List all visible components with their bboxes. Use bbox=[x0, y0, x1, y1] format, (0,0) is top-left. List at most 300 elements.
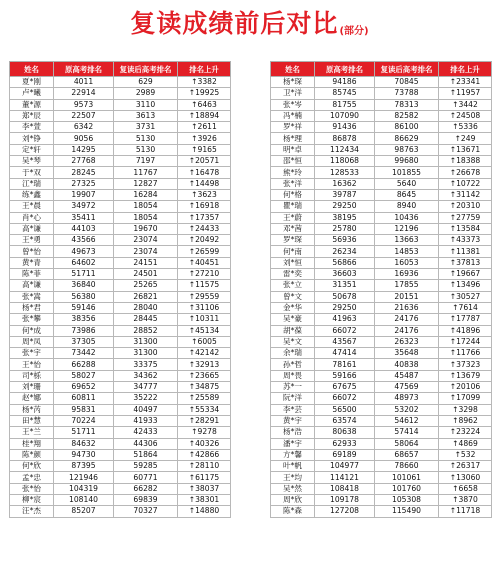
cell-new-rank: 48973 bbox=[375, 393, 439, 404]
cell-original-rank: 104319 bbox=[54, 483, 114, 494]
cell-original-rank: 51711 bbox=[54, 269, 114, 280]
table-row bbox=[271, 348, 492, 359]
cell-rank-rise: ↑31106 bbox=[178, 302, 231, 313]
table-row bbox=[10, 156, 231, 167]
cell-new-rank: 31300 bbox=[114, 348, 178, 359]
cell-original-rank: 59166 bbox=[315, 370, 375, 381]
table-row bbox=[271, 336, 492, 347]
cell-new-rank: 3110 bbox=[114, 99, 178, 110]
cell-new-rank: 16936 bbox=[375, 269, 439, 280]
table-row bbox=[10, 144, 231, 155]
cell-rank-rise: ↑16918 bbox=[178, 201, 231, 212]
cell-new-rank: 66282 bbox=[114, 483, 178, 494]
cell-new-rank: 35648 bbox=[375, 348, 439, 359]
table-row bbox=[10, 359, 231, 370]
cell-rank-rise: ↑20106 bbox=[439, 382, 492, 393]
cell-name: 孙*哲 bbox=[271, 359, 315, 370]
cell-original-rank: 58027 bbox=[54, 370, 114, 381]
header-name: 姓名 bbox=[271, 62, 315, 77]
cell-original-rank: 87395 bbox=[54, 461, 114, 472]
cell-new-rank: 16053 bbox=[375, 257, 439, 268]
table-row bbox=[10, 348, 231, 359]
table-row bbox=[10, 483, 231, 494]
cell-name: 何*欣 bbox=[10, 461, 54, 472]
cell-name: 杨*琛 bbox=[271, 77, 315, 88]
cell-original-rank: 26234 bbox=[315, 246, 375, 257]
cell-rank-rise: ↑27759 bbox=[439, 212, 492, 223]
cell-original-rank: 29250 bbox=[315, 302, 375, 313]
table-row bbox=[10, 461, 231, 472]
cell-original-rank: 81755 bbox=[315, 99, 375, 110]
table-row bbox=[10, 382, 231, 393]
cell-rank-rise: ↑55334 bbox=[178, 404, 231, 415]
cell-original-rank: 127208 bbox=[315, 506, 375, 517]
cell-rank-rise: ↑249 bbox=[439, 133, 492, 144]
table-row bbox=[271, 122, 492, 133]
cell-rank-rise: ↑9165 bbox=[178, 144, 231, 155]
cell-original-rank: 22507 bbox=[54, 110, 114, 121]
cell-rank-rise: ↑20571 bbox=[178, 156, 231, 167]
cell-name: 李*萱 bbox=[10, 122, 54, 133]
cell-original-rank: 121946 bbox=[54, 472, 114, 483]
table-header-row bbox=[271, 62, 492, 77]
cell-rank-rise: ↑14880 bbox=[178, 506, 231, 517]
cell-rank-rise: ↑26678 bbox=[439, 167, 492, 178]
table-row bbox=[271, 359, 492, 370]
cell-rank-rise: ↑42142 bbox=[178, 348, 231, 359]
cell-new-rank: 44306 bbox=[114, 438, 178, 449]
cell-rank-rise: ↑3298 bbox=[439, 404, 492, 415]
cell-new-rank: 26821 bbox=[114, 291, 178, 302]
header-rank-rise: 排名上升 bbox=[178, 62, 231, 77]
table-row bbox=[271, 110, 492, 121]
table-row bbox=[10, 438, 231, 449]
cell-rank-rise: ↑4869 bbox=[439, 438, 492, 449]
cell-rank-rise: ↑37813 bbox=[439, 257, 492, 268]
cell-name: 周*畏 bbox=[271, 370, 315, 381]
cell-name: 曾*怡 bbox=[10, 246, 54, 257]
cell-rank-rise: ↑30527 bbox=[439, 291, 492, 302]
cell-rank-rise: ↑17244 bbox=[439, 336, 492, 347]
cell-name: 杨*理 bbox=[271, 133, 315, 144]
cell-rank-rise: ↑20492 bbox=[178, 235, 231, 246]
cell-rank-rise: ↑25589 bbox=[178, 393, 231, 404]
table-row bbox=[10, 189, 231, 200]
cell-new-rank: 53202 bbox=[375, 404, 439, 415]
table-row bbox=[271, 449, 492, 460]
cell-rank-rise: ↑5336 bbox=[439, 122, 492, 133]
cell-rank-rise: ↑29559 bbox=[178, 291, 231, 302]
table-row bbox=[271, 506, 492, 517]
cell-name: 陈*菲 bbox=[10, 269, 54, 280]
cell-name: 邵*恒 bbox=[271, 156, 315, 167]
cell-original-rank: 56866 bbox=[315, 257, 375, 268]
cell-original-rank: 14295 bbox=[54, 144, 114, 155]
cell-rank-rise: ↑19925 bbox=[178, 88, 231, 99]
cell-new-rank: 78313 bbox=[375, 99, 439, 110]
cell-original-rank: 108418 bbox=[315, 483, 375, 494]
cell-new-rank: 47569 bbox=[375, 382, 439, 393]
table-row bbox=[271, 156, 492, 167]
cell-new-rank: 26323 bbox=[375, 336, 439, 347]
cell-name: 张*宇 bbox=[10, 348, 54, 359]
cell-rank-rise: ↑3382 bbox=[178, 77, 231, 88]
cell-new-rank: 24501 bbox=[114, 269, 178, 280]
cell-name: 肖*心 bbox=[10, 212, 54, 223]
cell-name: 张*怡 bbox=[10, 483, 54, 494]
cell-original-rank: 29250 bbox=[315, 201, 375, 212]
cell-rank-rise: ↑13496 bbox=[439, 280, 492, 291]
cell-rank-rise: ↑31142 bbox=[439, 189, 492, 200]
cell-rank-rise: ↑17357 bbox=[178, 212, 231, 223]
cell-name: 苏*一 bbox=[271, 382, 315, 393]
cell-original-rank: 108140 bbox=[54, 494, 114, 505]
cell-new-rank: 58064 bbox=[375, 438, 439, 449]
cell-original-rank: 80638 bbox=[315, 427, 375, 438]
cell-original-rank: 16362 bbox=[315, 178, 375, 189]
cell-new-rank: 59285 bbox=[114, 461, 178, 472]
cell-rank-rise: ↑11381 bbox=[439, 246, 492, 257]
cell-new-rank: 28852 bbox=[114, 325, 178, 336]
cell-rank-rise: ↑16478 bbox=[178, 167, 231, 178]
cell-new-rank: 24151 bbox=[114, 257, 178, 268]
cell-name: 王*均 bbox=[271, 472, 315, 483]
cell-original-rank: 85745 bbox=[315, 88, 375, 99]
cell-new-rank: 99680 bbox=[375, 156, 439, 167]
cell-new-rank: 70845 bbox=[375, 77, 439, 88]
table-row bbox=[271, 99, 492, 110]
cell-new-rank: 105308 bbox=[375, 494, 439, 505]
cell-rank-rise: ↑3926 bbox=[178, 133, 231, 144]
cell-original-rank: 34972 bbox=[54, 201, 114, 212]
cell-new-rank: 68657 bbox=[375, 449, 439, 460]
cell-new-rank: 19670 bbox=[114, 223, 178, 234]
cell-new-rank: 3613 bbox=[114, 110, 178, 121]
table-row bbox=[10, 291, 231, 302]
cell-rank-rise: ↑11957 bbox=[439, 88, 492, 99]
page-title: 复读成绩前后对比 bbox=[130, 9, 339, 38]
cell-name: 余*瑞 bbox=[271, 348, 315, 359]
cell-new-rank: 8940 bbox=[375, 201, 439, 212]
cell-original-rank: 38195 bbox=[315, 212, 375, 223]
cell-original-rank: 19907 bbox=[54, 189, 114, 200]
cell-new-rank: 13663 bbox=[375, 235, 439, 246]
cell-original-rank: 36840 bbox=[54, 280, 114, 291]
cell-rank-rise: ↑32913 bbox=[178, 359, 231, 370]
cell-original-rank: 38356 bbox=[54, 314, 114, 325]
cell-original-rank: 95831 bbox=[54, 404, 114, 415]
header-name: 姓名 bbox=[10, 62, 54, 77]
cell-rank-rise: ↑24508 bbox=[439, 110, 492, 121]
cell-original-rank: 62933 bbox=[315, 438, 375, 449]
cell-name: 潘*宇 bbox=[271, 438, 315, 449]
table-row bbox=[271, 302, 492, 313]
table-row bbox=[10, 122, 231, 133]
cell-original-rank: 73986 bbox=[54, 325, 114, 336]
cell-new-rank: 98763 bbox=[375, 144, 439, 155]
cell-original-rank: 128533 bbox=[315, 167, 375, 178]
table-row bbox=[271, 257, 492, 268]
cell-new-rank: 33375 bbox=[114, 359, 178, 370]
cell-original-rank: 59146 bbox=[54, 302, 114, 313]
cell-name: 张*嵩 bbox=[10, 291, 54, 302]
cell-rank-rise: ↑3442 bbox=[439, 99, 492, 110]
cell-name: 黄*宇 bbox=[271, 415, 315, 426]
cell-name: 定*轩 bbox=[10, 144, 54, 155]
table-row bbox=[271, 133, 492, 144]
cell-name: 江*瑞 bbox=[10, 178, 54, 189]
cell-new-rank: 51864 bbox=[114, 449, 178, 460]
table-row bbox=[10, 404, 231, 415]
cell-new-rank: 86629 bbox=[375, 133, 439, 144]
cell-original-rank: 27768 bbox=[54, 156, 114, 167]
cell-new-rank: 73788 bbox=[375, 88, 439, 99]
cell-new-rank: 12196 bbox=[375, 223, 439, 234]
table-row bbox=[10, 178, 231, 189]
cell-rank-rise: ↑11575 bbox=[178, 280, 231, 291]
table-row bbox=[271, 291, 492, 302]
cell-rank-rise: ↑13584 bbox=[439, 223, 492, 234]
cell-original-rank: 4011 bbox=[54, 77, 114, 88]
cell-rank-rise: ↑34875 bbox=[178, 382, 231, 393]
cell-rank-rise: ↑26599 bbox=[178, 246, 231, 257]
cell-original-rank: 39787 bbox=[315, 189, 375, 200]
cell-name: 瞿*瑞 bbox=[271, 201, 315, 212]
cell-rank-rise: ↑45134 bbox=[178, 325, 231, 336]
cell-new-rank: 115490 bbox=[375, 506, 439, 517]
cell-original-rank: 66072 bbox=[315, 393, 375, 404]
cell-rank-rise: ↑17787 bbox=[439, 314, 492, 325]
cell-new-rank: 28040 bbox=[114, 302, 178, 313]
cell-rank-rise: ↑28291 bbox=[178, 415, 231, 426]
cell-new-rank: 5640 bbox=[375, 178, 439, 189]
cell-new-rank: 57414 bbox=[375, 427, 439, 438]
cell-new-rank: 25265 bbox=[114, 280, 178, 291]
cell-original-rank: 86878 bbox=[315, 133, 375, 144]
cell-original-rank: 35411 bbox=[54, 212, 114, 223]
cell-new-rank: 101760 bbox=[375, 483, 439, 494]
table-row bbox=[10, 99, 231, 110]
cell-original-rank: 94186 bbox=[315, 77, 375, 88]
cell-name: 何*南 bbox=[271, 246, 315, 257]
cell-rank-rise: ↑6658 bbox=[439, 483, 492, 494]
table-row bbox=[10, 506, 231, 517]
cell-new-rank: 10436 bbox=[375, 212, 439, 223]
table-row bbox=[10, 201, 231, 212]
cell-name: 周*凤 bbox=[10, 336, 54, 347]
cell-original-rank: 56936 bbox=[315, 235, 375, 246]
table-row bbox=[271, 382, 492, 393]
cell-original-rank: 41963 bbox=[315, 314, 375, 325]
cell-rank-rise: ↑9278 bbox=[178, 427, 231, 438]
cell-original-rank: 51711 bbox=[54, 427, 114, 438]
cell-name: 刘*恒 bbox=[271, 257, 315, 268]
cell-rank-rise: ↑28110 bbox=[178, 461, 231, 472]
cell-new-rank: 101061 bbox=[375, 472, 439, 483]
table-row bbox=[10, 223, 231, 234]
cell-original-rank: 56380 bbox=[54, 291, 114, 302]
cell-name: 王*晨 bbox=[10, 201, 54, 212]
cell-new-rank: 21636 bbox=[375, 302, 439, 313]
table-row bbox=[10, 393, 231, 404]
header-new-rank: 复读后高考排名 bbox=[375, 62, 439, 77]
cell-original-rank: 67675 bbox=[315, 382, 375, 393]
cell-name: 卢*曦 bbox=[10, 88, 54, 99]
table-row bbox=[271, 280, 492, 291]
cell-original-rank: 112434 bbox=[315, 144, 375, 155]
cell-rank-rise: ↑40451 bbox=[178, 257, 231, 268]
cell-name: 练*鑫 bbox=[10, 189, 54, 200]
cell-new-rank: 31300 bbox=[114, 336, 178, 347]
cell-original-rank: 78161 bbox=[315, 359, 375, 370]
page-subtitle: (部分) bbox=[339, 26, 369, 37]
cell-name: 刘*珊 bbox=[10, 382, 54, 393]
cell-name: 雷*奕 bbox=[271, 269, 315, 280]
table-row bbox=[10, 212, 231, 223]
cell-name: 邓*茜 bbox=[271, 223, 315, 234]
cell-name: 郑*辰 bbox=[10, 110, 54, 121]
cell-new-rank: 45487 bbox=[375, 370, 439, 381]
cell-name: 杨*浩 bbox=[271, 427, 315, 438]
cell-name: 高*谦 bbox=[10, 223, 54, 234]
cell-original-rank: 69652 bbox=[54, 382, 114, 393]
cell-original-rank: 28245 bbox=[54, 167, 114, 178]
cell-name: 王*兰 bbox=[10, 427, 54, 438]
table-row bbox=[10, 472, 231, 483]
table-row bbox=[10, 133, 231, 144]
table-row bbox=[10, 427, 231, 438]
table-header-row bbox=[10, 62, 231, 77]
table-row bbox=[271, 178, 492, 189]
cell-name: 熊*玲 bbox=[271, 167, 315, 178]
cell-rank-rise: ↑40326 bbox=[178, 438, 231, 449]
cell-name: 赵*娜 bbox=[10, 393, 54, 404]
cell-rank-rise: ↑10722 bbox=[439, 178, 492, 189]
table-row bbox=[271, 325, 492, 336]
cell-original-rank: 60811 bbox=[54, 393, 114, 404]
cell-new-rank: 86100 bbox=[375, 122, 439, 133]
cell-name: 卫*洋 bbox=[271, 88, 315, 99]
cell-name: 夏*刚 bbox=[10, 77, 54, 88]
table-row bbox=[10, 336, 231, 347]
header-new-rank: 复读后高考排名 bbox=[114, 62, 178, 77]
cell-name: 柳*宸 bbox=[10, 494, 54, 505]
cell-rank-rise: ↑27210 bbox=[178, 269, 231, 280]
cell-new-rank: 8645 bbox=[375, 189, 439, 200]
cell-rank-rise: ↑23224 bbox=[439, 427, 492, 438]
table-row bbox=[10, 269, 231, 280]
table-row bbox=[271, 201, 492, 212]
cell-rank-rise: ↑20310 bbox=[439, 201, 492, 212]
cell-name: 张*攀 bbox=[10, 314, 54, 325]
cell-name: 王*怡 bbox=[10, 359, 54, 370]
cell-name: 吴*然 bbox=[271, 483, 315, 494]
cell-new-rank: 3731 bbox=[114, 122, 178, 133]
cell-rank-rise: ↑19667 bbox=[439, 269, 492, 280]
cell-name: 桂*翔 bbox=[10, 438, 54, 449]
cell-rank-rise: ↑11718 bbox=[439, 506, 492, 517]
table-row bbox=[271, 483, 492, 494]
table-row bbox=[271, 461, 492, 472]
cell-original-rank: 25780 bbox=[315, 223, 375, 234]
cell-rank-rise: ↑23665 bbox=[178, 370, 231, 381]
page-header bbox=[0, 4, 499, 40]
cell-name: 陈*森 bbox=[271, 506, 315, 517]
cell-original-rank: 27325 bbox=[54, 178, 114, 189]
cell-new-rank: 24176 bbox=[375, 325, 439, 336]
cell-rank-rise: ↑61175 bbox=[178, 472, 231, 483]
cell-name: 王*蔚 bbox=[271, 212, 315, 223]
table-row bbox=[10, 325, 231, 336]
table-row bbox=[271, 189, 492, 200]
cell-name: 罗*琛 bbox=[271, 235, 315, 246]
cell-name: 张*立 bbox=[271, 280, 315, 291]
cell-original-rank: 118068 bbox=[315, 156, 375, 167]
cell-name: 田*慧 bbox=[10, 415, 54, 426]
table-row bbox=[271, 269, 492, 280]
cell-name: 叶*帆 bbox=[271, 461, 315, 472]
cell-name: 吴*文 bbox=[271, 336, 315, 347]
header-original-rank: 原高考排名 bbox=[54, 62, 114, 77]
cell-rank-rise: ↑8962 bbox=[439, 415, 492, 426]
table-row bbox=[271, 167, 492, 178]
table-row bbox=[271, 404, 492, 415]
table-row bbox=[271, 88, 492, 99]
cell-new-rank: 18054 bbox=[114, 201, 178, 212]
table-row bbox=[10, 302, 231, 313]
cell-new-rank: 69839 bbox=[114, 494, 178, 505]
cell-new-rank: 5130 bbox=[114, 133, 178, 144]
cell-original-rank: 9056 bbox=[54, 133, 114, 144]
table-row bbox=[271, 438, 492, 449]
cell-original-rank: 9573 bbox=[54, 99, 114, 110]
table-row bbox=[271, 246, 492, 257]
table-row bbox=[10, 246, 231, 257]
cell-name: 冯*楠 bbox=[271, 110, 315, 121]
cell-new-rank: 11767 bbox=[114, 167, 178, 178]
cell-rank-rise: ↑14498 bbox=[178, 178, 231, 189]
table-row bbox=[10, 257, 231, 268]
table-row bbox=[271, 223, 492, 234]
table-row bbox=[10, 167, 231, 178]
cell-rank-rise: ↑6463 bbox=[178, 99, 231, 110]
cell-rank-rise: ↑7614 bbox=[439, 302, 492, 313]
cell-rank-rise: ↑18388 bbox=[439, 156, 492, 167]
table-row bbox=[271, 144, 492, 155]
cell-name: 高*谦 bbox=[10, 280, 54, 291]
cell-name: 张*岑 bbox=[271, 99, 315, 110]
cell-original-rank: 109178 bbox=[315, 494, 375, 505]
cell-name: 吴*琴 bbox=[10, 156, 54, 167]
table-row bbox=[10, 110, 231, 121]
table-row bbox=[10, 77, 231, 88]
cell-original-rank: 22914 bbox=[54, 88, 114, 99]
cell-rank-rise: ↑13679 bbox=[439, 370, 492, 381]
cell-name: 吴*豪 bbox=[271, 314, 315, 325]
cell-new-rank: 23074 bbox=[114, 235, 178, 246]
cell-new-rank: 28445 bbox=[114, 314, 178, 325]
cell-original-rank: 50678 bbox=[315, 291, 375, 302]
cell-new-rank: 34362 bbox=[114, 370, 178, 381]
cell-original-rank: 94730 bbox=[54, 449, 114, 460]
cell-name: 于*双 bbox=[10, 167, 54, 178]
cell-rank-rise: ↑43373 bbox=[439, 235, 492, 246]
cell-name: 周*欣 bbox=[271, 494, 315, 505]
cell-name: 明*卓 bbox=[271, 144, 315, 155]
cell-rank-rise: ↑42866 bbox=[178, 449, 231, 460]
cell-new-rank: 70327 bbox=[114, 506, 178, 517]
table-row bbox=[10, 314, 231, 325]
